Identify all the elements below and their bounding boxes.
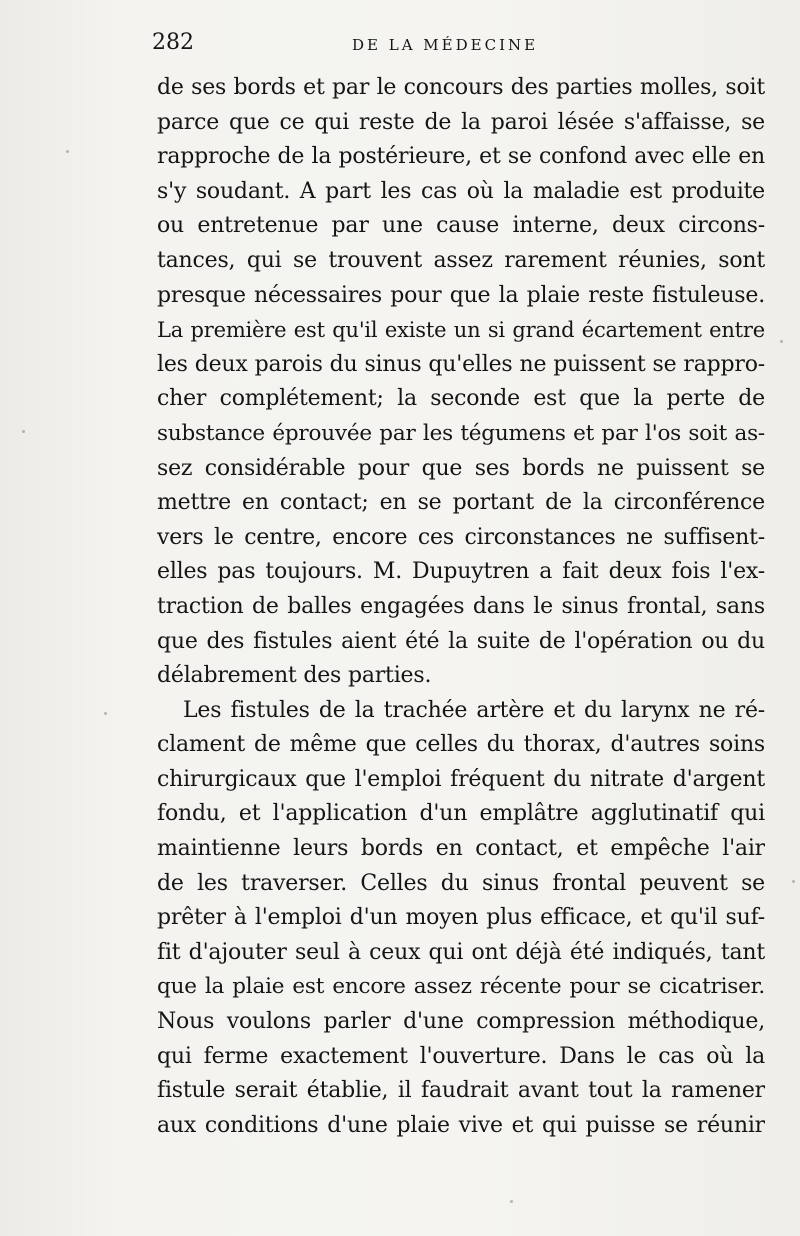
body-text: [157, 71, 765, 1143]
text-line: ou entretenue par une cause interne, deux circons-: [157, 213, 765, 239]
paper-speck: [792, 880, 795, 883]
running-title: DE LA MÉDECINE: [352, 36, 539, 54]
paper-speck: [22, 430, 25, 433]
text-line: de les traverser. Celles du sinus frontal peuvent se: [157, 870, 765, 896]
text-line: chirurgicaux que l'emploi fréquent du nitrate d'argent: [157, 766, 765, 792]
text-line: elles pas toujours. M. Dupuytren a fait deux fois l'ex-: [157, 559, 765, 585]
text-line: parce que ce qui reste de la paroi lésée s'affaisse, se: [157, 109, 765, 135]
text-line: s'y soudant. A part les cas où la maladie est produite: [157, 178, 765, 204]
text-line: clament de même que celles du thorax, d'autres soins: [157, 732, 765, 758]
text-line: sez considérable pour que ses bords ne puissent se: [157, 455, 765, 481]
text-line: mettre en contact; en se portant de la circonférence: [157, 490, 765, 516]
paper-speck: [780, 340, 783, 343]
text-line: presque nécessaires pour que la plaie reste fistuleuse.: [157, 282, 765, 308]
text-line: Nous voulons parler d'une compression méthodique,: [157, 1009, 765, 1035]
page-number: 282: [152, 30, 194, 55]
paper-speck: [104, 712, 107, 715]
text-line: qui ferme exactement l'ouverture. Dans le cas où la: [157, 1043, 765, 1069]
text-line: fondu, et l'application d'un emplâtre agglutinatif qui: [157, 801, 765, 827]
text-line: de ses bords et par le concours des parties molles, soit: [157, 75, 765, 100]
page-header: [152, 30, 772, 64]
text-line: Les fistules de la trachée artère et du larynx ne ré-: [183, 697, 765, 723]
text-line: fistule serait établie, il faudrait avant tout la ramener: [157, 1078, 765, 1104]
text-line: prêter à l'emploi d'un moyen plus efficace, et qu'il suf-: [157, 905, 765, 931]
text-line: cher complétement; la seconde est que la perte de: [157, 386, 765, 412]
text-line: que la plaie est encore assez récente pour se cicatriser.: [157, 974, 765, 1000]
paper-speck: [510, 1200, 513, 1203]
text-line: les deux parois du sinus qu'elles ne puissent se rappro-: [157, 351, 765, 377]
text-line: La première est qu'il existe un si grand écartement entre: [157, 318, 765, 343]
text-line: maintienne leurs bords en contact, et empêche l'air: [157, 836, 765, 862]
text-line: que des fistules aient été la suite de l'opération ou du: [157, 628, 765, 654]
text-line: vers le centre, encore ces circonstances ne suffisent-: [157, 524, 765, 550]
paper-speck: [66, 150, 69, 153]
text-line: rapproche de la postérieure, et se confond avec elle en: [157, 144, 765, 170]
text-line: délabrement des parties.: [157, 663, 432, 689]
text-line: aux conditions d'une plaie vive et qui puisse se réunir: [157, 1112, 765, 1138]
text-line: substance éprouvée par les tégumens et par l'os soit as-: [157, 420, 765, 446]
text-line: traction de balles engagées dans le sinus frontal, sans: [157, 593, 765, 619]
text-line: tances, qui se trouvent assez rarement réunies, sont: [157, 247, 765, 273]
text-line: fit d'ajouter seul à ceux qui ont déjà été indiqués, tant: [157, 939, 765, 965]
